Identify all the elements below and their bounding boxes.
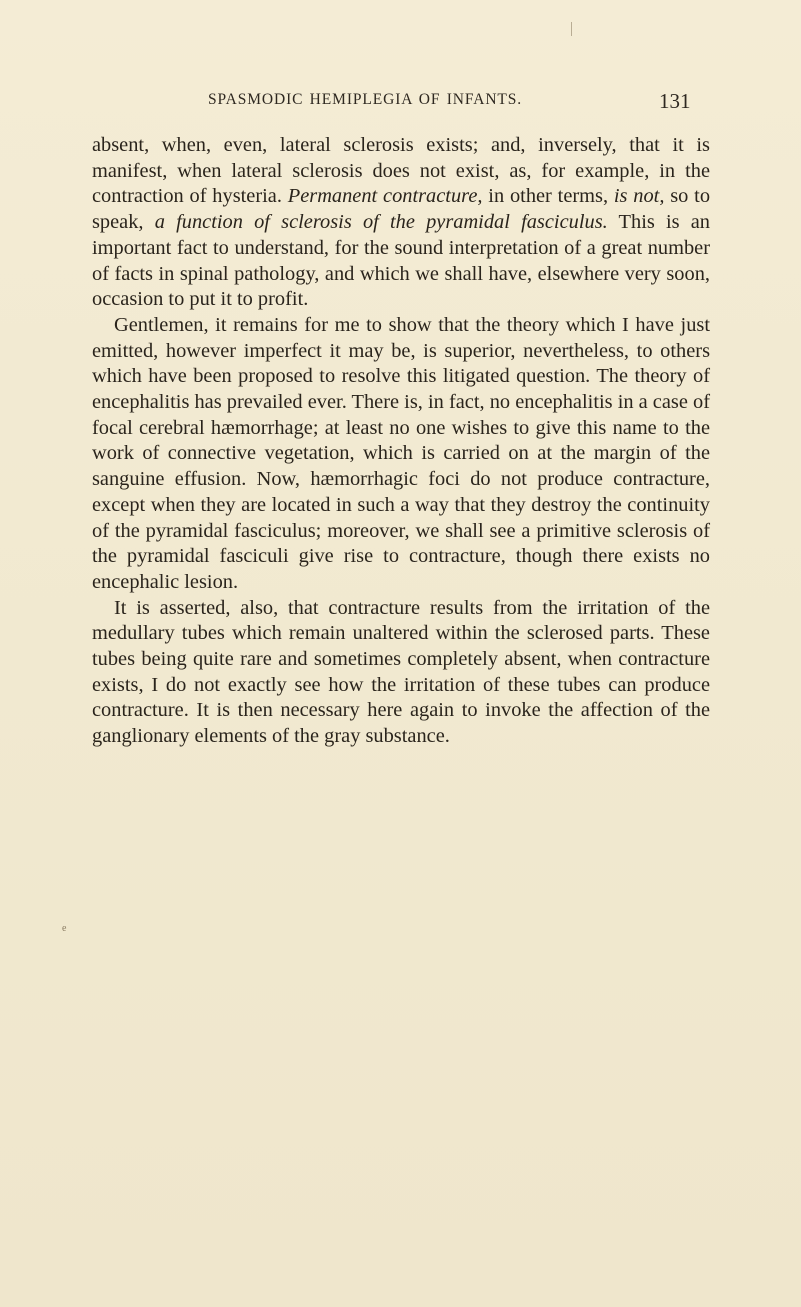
running-head	[0, 91, 801, 121]
page-number: 131	[659, 89, 691, 113]
page-crease-mark	[571, 22, 572, 36]
marginal-mark: e	[62, 923, 67, 934]
paragraph-2: Gentlemen, it remains for me to show that the theory which I have just emitted, however imperfect it may be, is superior, nevertheless, to others which have been proposed to resolve this litigated question. The theory of encephalitis has prevailed ever. There is, in fact, no encephalitis in a case of focal cerebral hæmorrhage; at least no one wishes to give this name to the work of connective vegetation, which is carried on at the margin of the sanguine effusion. Now, hæmorrhagic foci do not produce contracture, except when they are located in such a way that they destroy the continuity of the pyramidal fasciculus; moreover, we shall see a primitive sclerosis of the pyramidal fasciculi give rise to contracture, though there exists no encephalic lesion.	[92, 313, 710, 593]
paragraph-1-text-4: This is an important fact to understand, for the sound interpretation of a great number of facts in spinal pathology, and which we shall have, elsewhere very soon, occasion to put it to profit.	[92, 211, 711, 311]
paragraph-1-italic-1: Permanent contracture,	[287, 185, 483, 208]
paragraph-1-text-3: so to speak,	[92, 185, 711, 234]
paragraph-1-text-2: in other terms,	[482, 185, 614, 208]
paragraph-1-italic-3: a function of sclerosis of the pyramidal fasciculus.	[154, 211, 608, 234]
paragraph-3: It is asserted, also, that contracture results from the irritation of the medullary tubes which remain unaltered within the sclerosed parts. These tubes being quite rare and sometimes completely absent, when contracture exists, I do not exactly see how the irritation of these tubes can produce contracture. It is then necessary here again to invoke the affection of the ganglionary elements of the gray substance.	[92, 596, 710, 748]
paragraph-1-italic-2: is not,	[613, 185, 665, 208]
running-title: SPASMODIC HEMIPLEGIA OF INFANTS.	[208, 91, 523, 108]
paragraph-1	[92, 133, 710, 313]
paragraph-1-text-1: absent, when, even, lateral sclerosis exists; and, inversely, that it is manifest, when lateral sclerosis does not exist, as, for example, in the contraction of hysteria.	[92, 134, 710, 208]
body-text	[92, 133, 710, 750]
